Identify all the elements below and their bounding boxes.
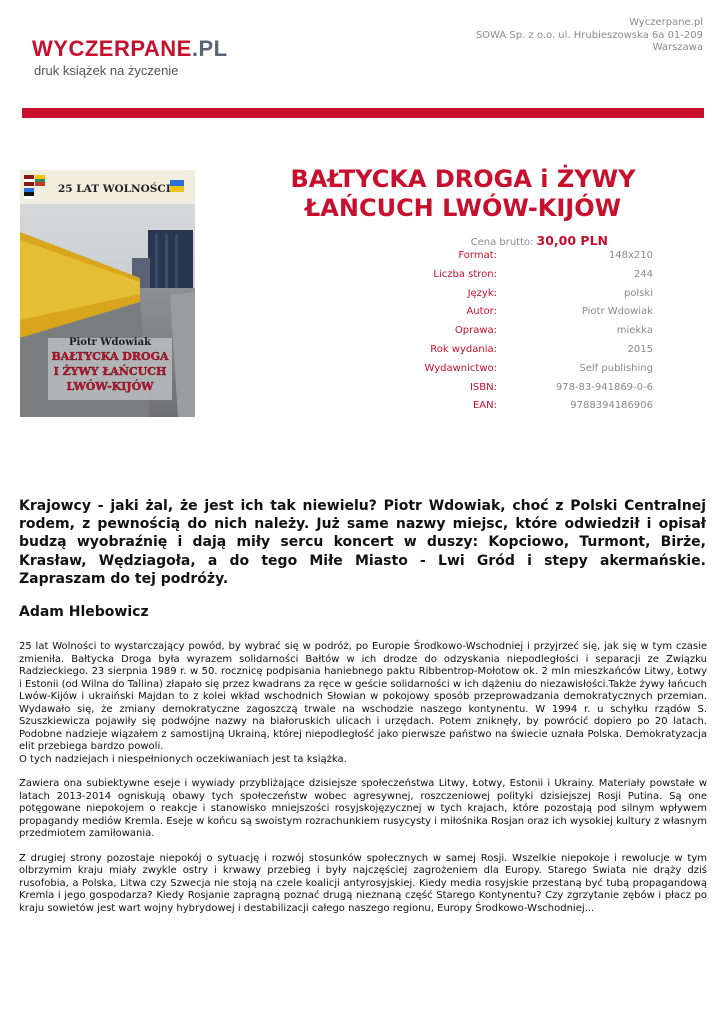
header-divider (22, 108, 704, 118)
company-address (476, 17, 703, 55)
description-paragraph: Zawiera ona subiektywne eseje i wywiady przybliżające dzisiejsze społeczeństwa Litwy, Łotwy, Estonii i Ukrainy. Materiały powstałe w latach 2013-2014 ogniskują obawy tych społeczeństw wobec agresywnej, roszczeniowej polityki dzisiejszej Rosji Putina. Są one potęgowane niepokojem o reakcje i stanowisko mniejszości rosyjskojęzycznej w tych krajach, które pozostają pod silnym wpływem propagandy mediów Kremla. Eseje w końcu są swoistym rozrachunkiem rusycysty i miłośnika Rosjan oraz ich wysokiej kultury z własnym przedmiotem zamiłowania. (19, 778, 707, 839)
attribute-row (400, 248, 653, 267)
book-title-line-2: ŁAŃCUCH LWÓW-KIJÓW (304, 194, 622, 222)
cover-title-1: BAŁTYCKA DROGA (51, 350, 169, 363)
price-label: Cena brutto: (470, 237, 534, 248)
cover-title-2: I ŻYWY ŁAŃCUCH (53, 365, 167, 378)
cover-banner: 25 LAT WOLNOŚCI (58, 183, 171, 195)
book-title-line-1: BAŁTYCKA DROGA i ŻYWY (290, 165, 636, 193)
logo-wordmark (32, 38, 228, 60)
description-paragraph: 25 lat Wolności to wystarczający powód, by wybrać się w podróż, po Europie Środkowo-Wschodniej i przyjrzeć się, jak się w tym czasie zmieniła. Bałtycka Droga była wyrazem solidarności Bałtów w ich drodze do odzyskania niepodległości i separacji ze Związku Radzieckiego. 23 sierpnia 1989 r. w 50. rocznicę podpisania haniebnego paktu Ribbentrop-Mołotow ok. 2 mln mieszkańców Litwy, Łotwy i Estonii (od Wilna do Tallina) złapało się przez kwadrans za ręce w geście solidarności w ich dążeniu do niezawisłości.Także żywy łańcuch Lwów-Kijów i ukraiński Majdan to z kolei wkład wschodnich Słowian w pokojowy sposób przeprowadzania demokratycznych przemian. Wydawało się, że zmiany demokratyczne zagoszczą trwale na wschodzie naszego kontynentu. W 1994 r. u schyłku rządów S. Szuszkiewicza pojawiły się podwójne nazwy na białoruskich ulicach i urzędach. Potem zniknęły, by powrócić dopiero po 20 latach. Podobne nadzieje wiązałem z samostijną Ukrainą, której niepodległość jako pierwsze państwo na świecie uznała Polska. Demokratyzacja elit przebiega bardzo powoli. O tych nadziejach i niespełnionych oczekiwaniach jest ta książka. (19, 641, 707, 765)
attribute-row (400, 323, 653, 342)
attribute-label: Wydawnictwo: (424, 362, 497, 374)
price-row (410, 233, 608, 248)
attribute-label: Rok wydania: (430, 343, 497, 355)
cover-author: Piotr Wdowiak (68, 337, 152, 348)
attribute-value: 9788394186906 (570, 400, 653, 412)
attribute-value: 978-83-941869-0-6 (555, 381, 653, 393)
attribute-value: 2015 (627, 343, 653, 355)
attribute-label: ISBN: (469, 381, 497, 393)
attribute-value: polski (623, 287, 653, 299)
attribute-value: miekka (616, 325, 653, 337)
attribute-row (400, 304, 653, 323)
attribute-value: Self publishing (579, 362, 653, 374)
company-street: SOWA Sp. z o.o. ul. Hrubieszowska 6a 01-209 (475, 29, 703, 41)
attribute-label: Format: (458, 250, 497, 261)
book-title (278, 165, 648, 223)
attribute-value: 244 (633, 268, 653, 280)
attribute-label: Liczba stron: (433, 268, 497, 280)
company-name: Wyczerpane.pl (629, 17, 703, 28)
attribute-value: 148x210 (608, 250, 653, 261)
site-logo[interactable] (32, 38, 228, 78)
logo-tagline: druk książek na życzenie (34, 63, 179, 78)
attribute-label: Autor: (466, 306, 497, 318)
attribute-row (400, 267, 653, 286)
description-signature: Adam Hlebowicz (19, 604, 149, 620)
attribute-row (400, 398, 653, 417)
attribute-label: EAN: (472, 400, 497, 412)
attribute-row (400, 361, 653, 380)
description-lead: Krajowcy - jaki żal, że jest ich tak niewielu? Piotr Wdowiak, choć z Polski Centralnej rodem, z pewnością do nich należy. Już same nazwy miejsc, które odwiedził i opisał budzą wyobraźnię i dają miły sercu koncert w duszy: Kopciowo, Turmont, Birże, Krasław, Wędziagoła, a do tego Miłe Miasto - Lwi Gród i stepy akermańskie. Zapraszam do tej podróży. (19, 498, 706, 587)
attribute-row (400, 380, 653, 399)
attribute-label: Oprawa: (454, 325, 497, 337)
attribute-row (400, 286, 653, 305)
logo-text-domain: .PL (191, 36, 228, 61)
book-cover (20, 170, 195, 417)
attribute-row (400, 342, 653, 361)
description-body (19, 641, 707, 927)
cover-title-3: LWÓW-KIJÓW (66, 380, 154, 393)
book-attributes (400, 248, 653, 417)
attribute-value: Piotr Wdowiak (581, 306, 653, 318)
description-paragraph: Z drugiej strony pozostaje niepokój o sytuację i rozwój stosunków społecznych w samej Rosji. Wszelkie niepokoje i rewolucje w tym olbrzymim kraju miały zwykle ostry i krwawy przebieg i były najczęściej zagrożeniem dla Europy. Starego Świata nie drąży dziś rusofobia, a Polska, Litwa czy Szwecja nie stoją na czele koalicji antyrosyjskiej. Kiedy media rosyjskie przestaną być tubą propagandową Kremla i jego gospodarza? Kiedy Rosjanie zapragną poznać drugą nieznaną część Starego Kontynentu? Czy zgrzytanie zębów i płacz po kraju sowietów jest wart wojny hybrydowej i destabilizacji całego naszego regionu, Europy Środkowo-Wschodniej... (19, 852, 707, 914)
company-city: Warszawa (652, 42, 703, 53)
price-value: 30,00 PLN (536, 233, 608, 248)
attribute-label: Język: (467, 287, 497, 299)
logo-text-main: WYCZERPANE (32, 36, 192, 61)
